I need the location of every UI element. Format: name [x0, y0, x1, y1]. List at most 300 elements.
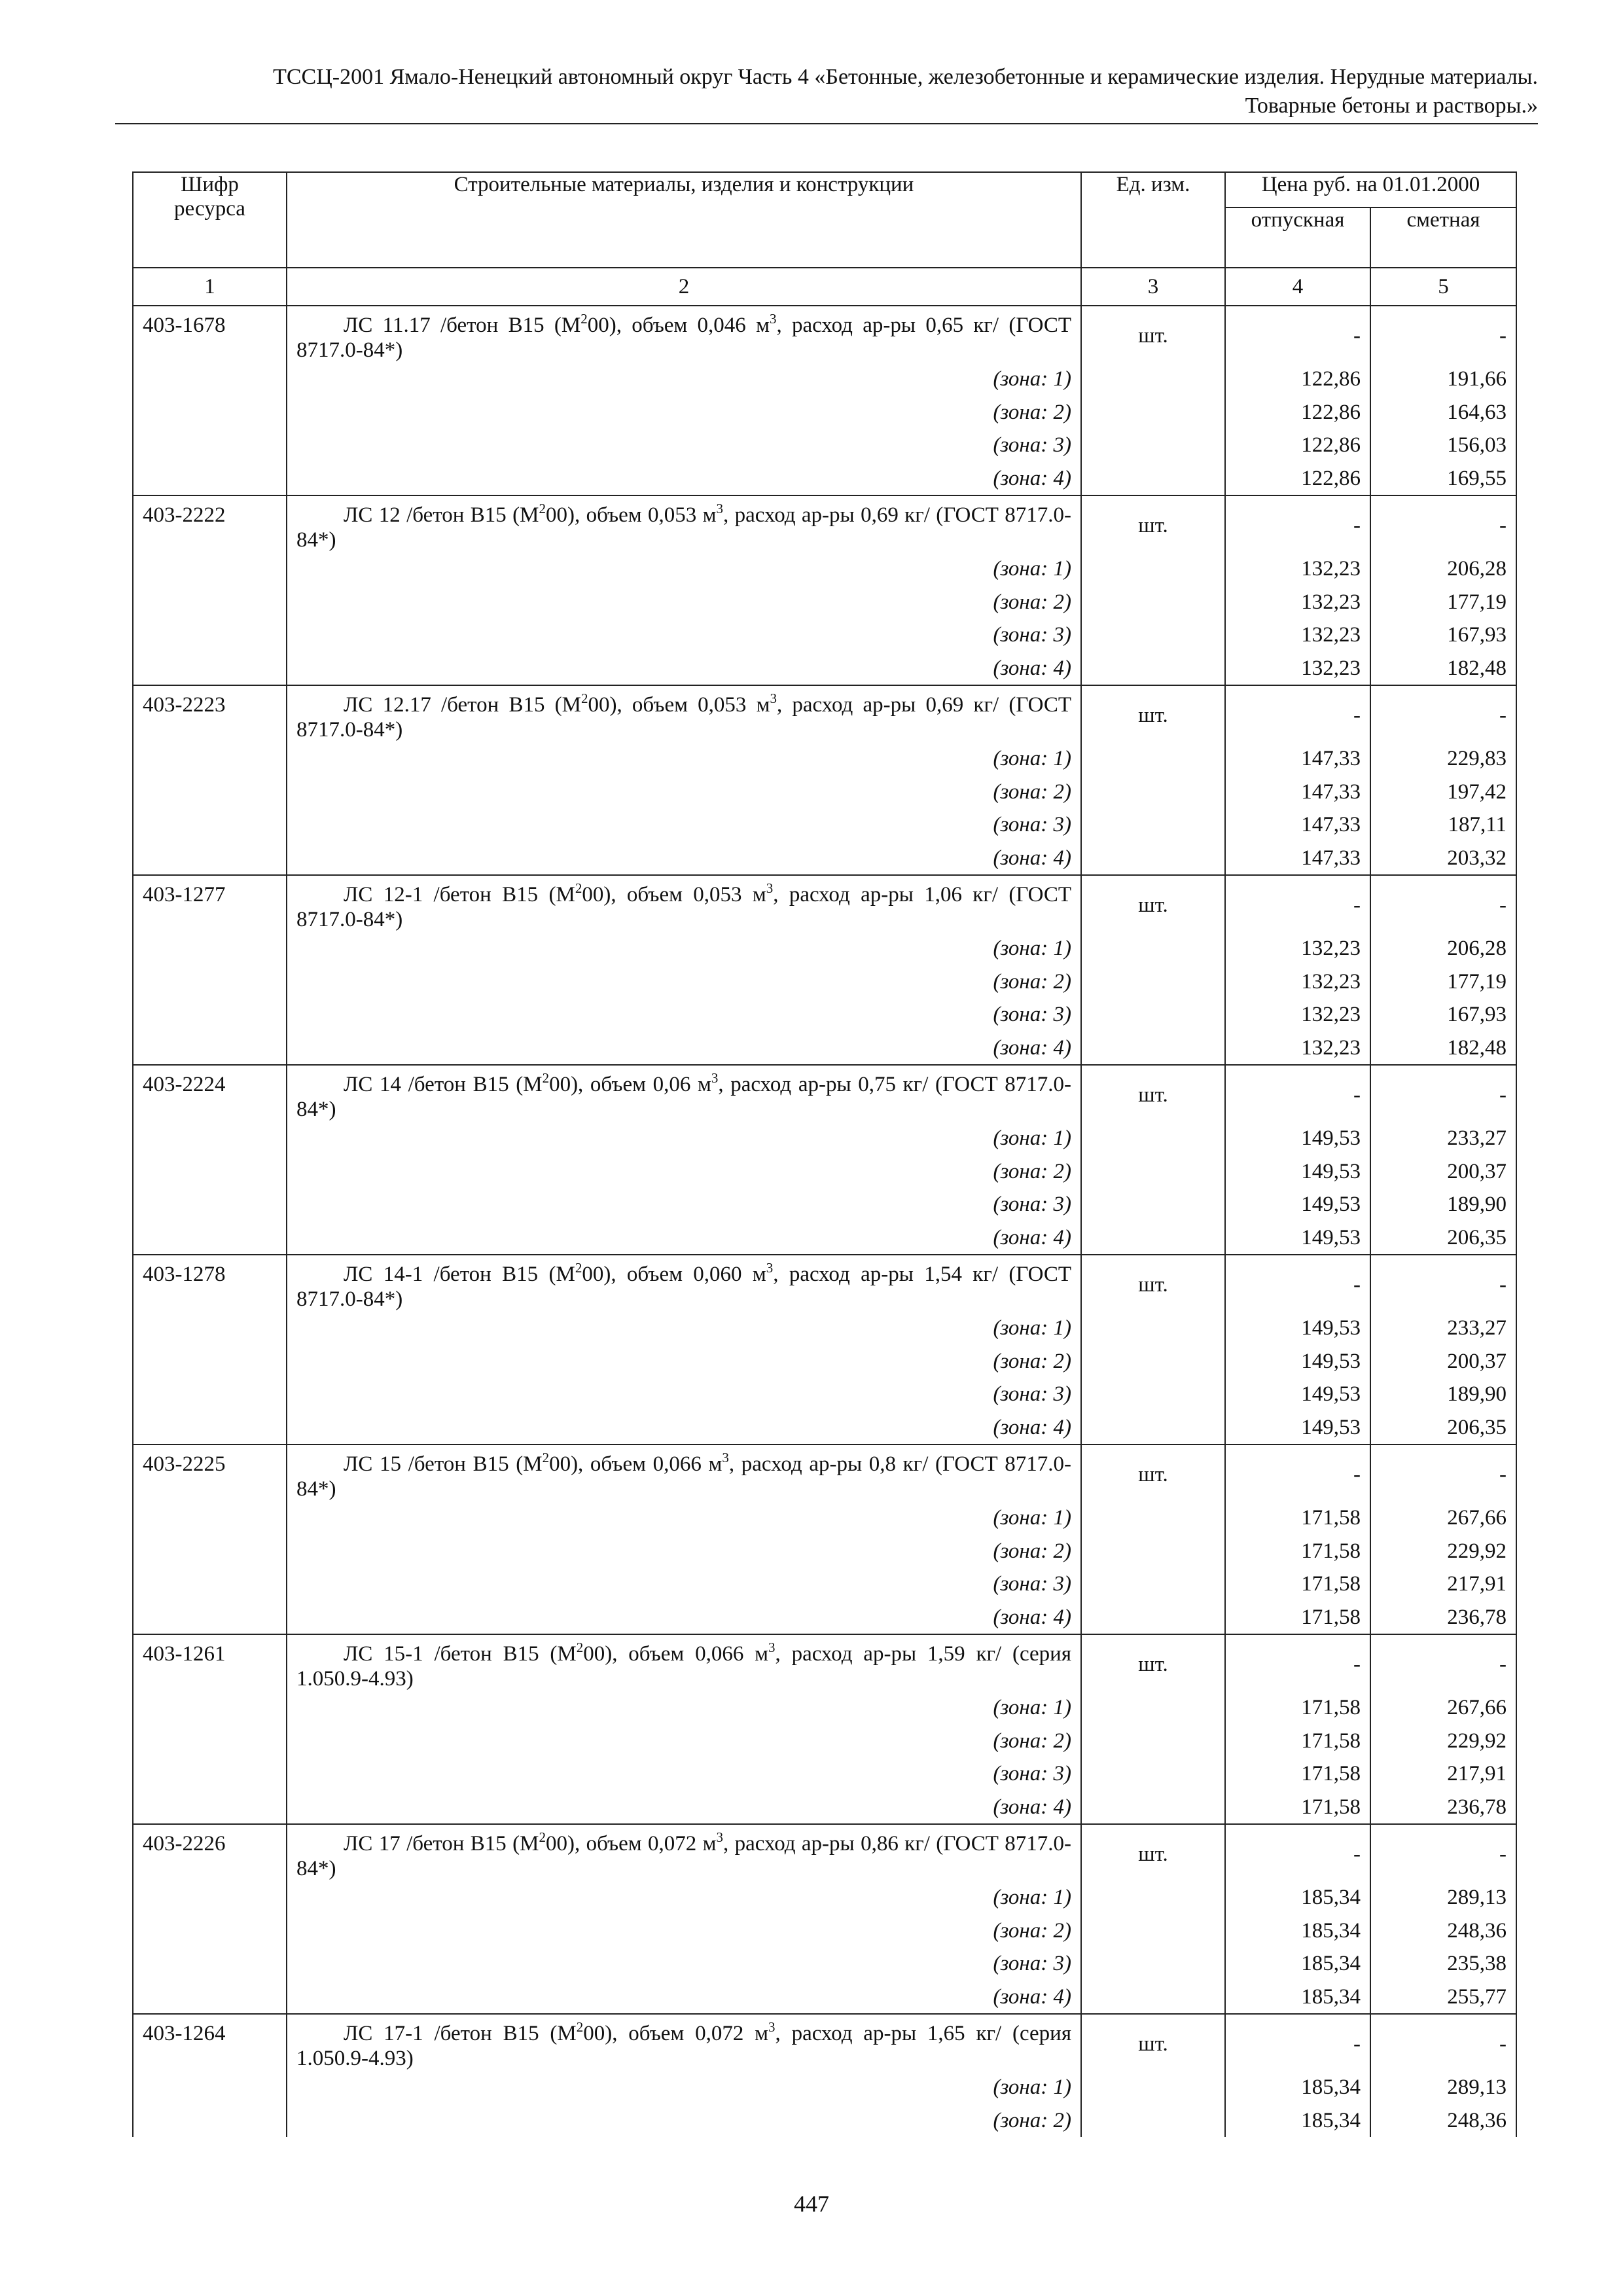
- empty-cell: [1081, 932, 1225, 965]
- empty-cell: [133, 1378, 287, 1411]
- material-name: [287, 2014, 1081, 2071]
- zone-release-price: 149,53: [1225, 1312, 1370, 1345]
- estimate-price: -: [1370, 875, 1516, 932]
- empty-cell: [1081, 586, 1225, 619]
- material-name: [287, 1444, 1081, 1501]
- empty-cell: [1081, 776, 1225, 809]
- zone-release-price: 147,33: [1225, 842, 1370, 876]
- zone-row: [133, 1188, 1516, 1221]
- empty-cell: [1081, 619, 1225, 652]
- zone-release-price: 171,58: [1225, 1568, 1370, 1601]
- zone-estimate-price: 191,66: [1370, 363, 1516, 396]
- release-price: -: [1225, 1444, 1370, 1501]
- empty-cell: [133, 1188, 287, 1221]
- resource-code: 403-2225: [133, 1444, 287, 1501]
- zone-estimate-price: 182,48: [1370, 1031, 1516, 1066]
- estimate-price: -: [1370, 2014, 1516, 2071]
- release-price: -: [1225, 1824, 1370, 1881]
- zone-row: [133, 1155, 1516, 1189]
- zone-release-price: 147,33: [1225, 808, 1370, 842]
- zone-label: (зона: 3): [287, 1188, 1081, 1221]
- release-price: -: [1225, 1634, 1370, 1691]
- zone-release-price: 147,33: [1225, 742, 1370, 776]
- zone-release-price: 132,23: [1225, 965, 1370, 999]
- zone-release-price: 149,53: [1225, 1188, 1370, 1221]
- header-estimate-price: сметная: [1370, 207, 1516, 268]
- empty-cell: [133, 842, 287, 876]
- empty-cell: [1081, 1791, 1225, 1825]
- empty-cell: [133, 2104, 287, 2138]
- zone-row: [133, 776, 1516, 809]
- empty-cell: [1081, 1221, 1225, 1255]
- zone-row: [133, 1031, 1516, 1066]
- zone-row: [133, 1378, 1516, 1411]
- material-name: [287, 1824, 1081, 1881]
- empty-cell: [133, 1155, 287, 1189]
- material-name: [287, 1255, 1081, 1312]
- empty-cell: [133, 1501, 287, 1535]
- zone-estimate-price: 236,78: [1370, 1601, 1516, 1635]
- zone-release-price: 185,34: [1225, 1981, 1370, 2015]
- zone-release-price: 132,23: [1225, 586, 1370, 619]
- zone-label: (зона: 4): [287, 652, 1081, 686]
- zone-row: [133, 1881, 1516, 1914]
- zone-release-price: 171,58: [1225, 1791, 1370, 1825]
- header-line-2: Товарные бетоны и растворы.»: [1245, 94, 1538, 118]
- grade-superscript: 2: [580, 311, 588, 327]
- material-name-part: ЛС 12.17 /бетон В15 (М: [344, 693, 582, 717]
- zone-estimate-price: 189,90: [1370, 1378, 1516, 1411]
- unit-of-measure: шт.: [1081, 1255, 1225, 1312]
- release-price: -: [1225, 2014, 1370, 2071]
- zone-label: (зона: 4): [287, 1601, 1081, 1635]
- empty-cell: [133, 1601, 287, 1635]
- empty-cell: [1081, 652, 1225, 686]
- estimate-price: -: [1370, 1824, 1516, 1881]
- material-name-part: 00), объем 0,060 м: [582, 1263, 766, 1286]
- zone-label: (зона: 3): [287, 998, 1081, 1031]
- resource-code: 403-1277: [133, 875, 287, 932]
- zone-row: [133, 1914, 1516, 1948]
- zone-release-price: 122,86: [1225, 363, 1370, 396]
- zone-estimate-price: 233,27: [1370, 1122, 1516, 1155]
- column-number: 1: [133, 268, 287, 306]
- cube-superscript: 3: [768, 1640, 776, 1655]
- grade-superscript: 2: [575, 880, 582, 896]
- material-name-part: , расход ар-ры 0,69 кг/ (ГОСТ 8717.0-84*): [296, 503, 1072, 552]
- header-release-price: отпускная: [1225, 207, 1370, 268]
- resource-code: 403-2222: [133, 495, 287, 552]
- zone-row: [133, 998, 1516, 1031]
- zone-row: [133, 1791, 1516, 1825]
- zone-row: [133, 1345, 1516, 1378]
- resource-code: 403-1278: [133, 1255, 287, 1312]
- empty-cell: [133, 619, 287, 652]
- zone-row: [133, 586, 1516, 619]
- column-number: 4: [1225, 268, 1370, 306]
- zone-release-price: 149,53: [1225, 1345, 1370, 1378]
- cube-superscript: 3: [769, 311, 777, 327]
- zone-estimate-price: 206,28: [1370, 932, 1516, 965]
- table-row: [133, 1255, 1516, 1312]
- zone-estimate-price: 169,55: [1370, 462, 1516, 496]
- grade-superscript: 2: [581, 691, 588, 706]
- empty-cell: [1081, 1345, 1225, 1378]
- release-price: -: [1225, 1065, 1370, 1122]
- zone-estimate-price: 182,48: [1370, 652, 1516, 686]
- document-header: [115, 63, 1538, 120]
- empty-cell: [133, 1312, 287, 1345]
- estimate-price: -: [1370, 495, 1516, 552]
- zone-label: (зона: 1): [287, 2071, 1081, 2104]
- resource-code: 403-2224: [133, 1065, 287, 1122]
- grade-superscript: 2: [576, 1640, 584, 1655]
- zone-release-price: 149,53: [1225, 1411, 1370, 1445]
- zone-label: (зона: 4): [287, 462, 1081, 496]
- empty-cell: [1081, 1535, 1225, 1568]
- zone-row: [133, 1221, 1516, 1255]
- empty-cell: [133, 1914, 287, 1948]
- empty-cell: [133, 808, 287, 842]
- empty-cell: [1081, 1757, 1225, 1791]
- table-row: [133, 1444, 1516, 1501]
- empty-cell: [1081, 808, 1225, 842]
- cube-superscript: 3: [768, 2019, 776, 2035]
- zone-label: (зона: 2): [287, 776, 1081, 809]
- zone-label: (зона: 2): [287, 396, 1081, 429]
- zone-release-price: 132,23: [1225, 1031, 1370, 1066]
- header-material: Строительные материалы, изделия и конструкции: [287, 172, 1081, 268]
- empty-cell: [1081, 742, 1225, 776]
- empty-cell: [133, 776, 287, 809]
- empty-cell: [133, 1981, 287, 2015]
- material-name-part: 00), объем 0,06 м: [549, 1073, 711, 1096]
- empty-cell: [1081, 1981, 1225, 2015]
- empty-cell: [133, 1122, 287, 1155]
- zone-estimate-price: 267,66: [1370, 1691, 1516, 1725]
- header-rule: [115, 123, 1538, 124]
- empty-cell: [1081, 2104, 1225, 2138]
- zone-label: (зона: 1): [287, 932, 1081, 965]
- release-price: -: [1225, 495, 1370, 552]
- zone-release-price: 185,34: [1225, 2071, 1370, 2104]
- zone-label: (зона: 1): [287, 363, 1081, 396]
- empty-cell: [1081, 842, 1225, 876]
- zone-row: [133, 1411, 1516, 1445]
- material-name-part: ЛС 15-1 /бетон В15 (М: [344, 1642, 577, 1666]
- zone-estimate-price: 197,42: [1370, 776, 1516, 809]
- material-name-part: ЛС 11.17 /бетон В15 (М: [344, 314, 581, 337]
- estimate-price: -: [1370, 685, 1516, 742]
- zone-release-price: 185,34: [1225, 1947, 1370, 1981]
- zone-row: [133, 1691, 1516, 1725]
- resource-code: 403-2226: [133, 1824, 287, 1881]
- zone-release-price: 149,53: [1225, 1378, 1370, 1411]
- zone-row: [133, 742, 1516, 776]
- material-name-part: , расход ар-ры 0,86 кг/ (ГОСТ 8717.0-84*): [296, 1832, 1072, 1880]
- empty-cell: [1081, 1691, 1225, 1725]
- column-number: 5: [1370, 268, 1516, 306]
- zone-label: (зона: 1): [287, 742, 1081, 776]
- unit-of-measure: шт.: [1081, 1824, 1225, 1881]
- unit-of-measure: шт.: [1081, 1634, 1225, 1691]
- zone-label: (зона: 4): [287, 1411, 1081, 1445]
- material-name-part: , расход ар-ры 0,65 кг/ (ГОСТ 8717.0-84*): [296, 314, 1072, 362]
- empty-cell: [133, 742, 287, 776]
- zone-label: (зона: 2): [287, 1914, 1081, 1948]
- zone-release-price: 149,53: [1225, 1122, 1370, 1155]
- unit-of-measure: шт.: [1081, 306, 1225, 363]
- empty-cell: [1081, 1188, 1225, 1221]
- zone-row: [133, 1501, 1516, 1535]
- empty-cell: [133, 1031, 287, 1066]
- zone-row: [133, 1981, 1516, 2015]
- zone-row: [133, 363, 1516, 396]
- material-name-part: 00), объем 0,066 м: [549, 1452, 722, 1476]
- zone-label: (зона: 1): [287, 1312, 1081, 1345]
- zone-label: (зона: 4): [287, 1221, 1081, 1255]
- material-name: [287, 875, 1081, 932]
- cube-superscript: 3: [711, 1070, 719, 1086]
- table-row: [133, 2014, 1516, 2071]
- zone-row: [133, 652, 1516, 686]
- zone-row: [133, 1312, 1516, 1345]
- zone-row: [133, 396, 1516, 429]
- zone-estimate-price: 217,91: [1370, 1568, 1516, 1601]
- unit-of-measure: шт.: [1081, 685, 1225, 742]
- estimate-price: -: [1370, 1634, 1516, 1691]
- zone-estimate-price: 164,63: [1370, 396, 1516, 429]
- material-name: [287, 1065, 1081, 1122]
- header-line-1: ТССЦ-2001 Ямало-Ненецкий автономный округ Часть 4 «Бетонные, железобетонные и керамические изделия. Нерудные материалы.: [273, 65, 1538, 89]
- zone-row: [133, 1122, 1516, 1155]
- zone-estimate-price: 167,93: [1370, 619, 1516, 652]
- material-name-part: 00), объем 0,066 м: [583, 1642, 769, 1666]
- page-number: 447: [794, 2191, 829, 2217]
- unit-of-measure: шт.: [1081, 875, 1225, 932]
- zone-estimate-price: 206,35: [1370, 1221, 1516, 1255]
- zone-row: [133, 2104, 1516, 2138]
- zone-estimate-price: 177,19: [1370, 965, 1516, 999]
- zone-release-price: 122,86: [1225, 462, 1370, 496]
- zone-estimate-price: 229,92: [1370, 1725, 1516, 1758]
- empty-cell: [133, 1691, 287, 1725]
- zone-release-price: 171,58: [1225, 1725, 1370, 1758]
- empty-cell: [133, 2071, 287, 2104]
- estimate-price: -: [1370, 1255, 1516, 1312]
- material-name-part: , расход ар-ры 1,65 кг/ (серия 1.050.9-4.93): [296, 2022, 1072, 2070]
- grade-superscript: 2: [542, 1450, 550, 1465]
- cube-superscript: 3: [766, 1260, 774, 1276]
- zone-label: (зона: 1): [287, 1691, 1081, 1725]
- zone-row: [133, 1725, 1516, 1758]
- empty-cell: [1081, 363, 1225, 396]
- empty-cell: [133, 1411, 287, 1445]
- zone-estimate-price: 187,11: [1370, 808, 1516, 842]
- empty-cell: [133, 965, 287, 999]
- zone-label: (зона: 3): [287, 1568, 1081, 1601]
- material-name: [287, 306, 1081, 363]
- resource-code: 403-1261: [133, 1634, 287, 1691]
- material-name-part: ЛС 12 /бетон В15 (М: [344, 503, 539, 527]
- empty-cell: [1081, 462, 1225, 496]
- zone-estimate-price: 229,92: [1370, 1535, 1516, 1568]
- zone-estimate-price: 206,35: [1370, 1411, 1516, 1445]
- empty-cell: [133, 1947, 287, 1981]
- empty-cell: [133, 1881, 287, 1914]
- table-row: [133, 495, 1516, 552]
- empty-cell: [1081, 552, 1225, 586]
- zone-row: [133, 932, 1516, 965]
- empty-cell: [1081, 1501, 1225, 1535]
- table-body: [133, 306, 1516, 2137]
- zone-estimate-price: 206,28: [1370, 552, 1516, 586]
- zone-label: (зона: 1): [287, 1881, 1081, 1914]
- empty-cell: [1081, 1947, 1225, 1981]
- release-price: -: [1225, 685, 1370, 742]
- zone-release-price: 132,23: [1225, 552, 1370, 586]
- zone-label: (зона: 1): [287, 1122, 1081, 1155]
- zone-row: [133, 842, 1516, 876]
- empty-cell: [1081, 1155, 1225, 1189]
- zone-release-price: 132,23: [1225, 998, 1370, 1031]
- zone-release-price: 171,58: [1225, 1535, 1370, 1568]
- zone-release-price: 185,34: [1225, 1914, 1370, 1948]
- release-price: -: [1225, 306, 1370, 363]
- table-row: [133, 1824, 1516, 1881]
- zone-estimate-price: 235,38: [1370, 1947, 1516, 1981]
- material-name-part: 00), объем 0,072 м: [583, 2022, 769, 2045]
- empty-cell: [133, 1535, 287, 1568]
- cube-superscript: 3: [766, 880, 774, 896]
- unit-of-measure: шт.: [1081, 1444, 1225, 1501]
- zone-row: [133, 1947, 1516, 1981]
- empty-cell: [1081, 1378, 1225, 1411]
- zone-row: [133, 429, 1516, 462]
- table-row: [133, 1065, 1516, 1122]
- empty-cell: [133, 552, 287, 586]
- zone-label: (зона: 3): [287, 619, 1081, 652]
- zone-release-price: 171,58: [1225, 1601, 1370, 1635]
- zone-row: [133, 619, 1516, 652]
- empty-cell: [133, 1791, 287, 1825]
- resource-code: 403-1264: [133, 2014, 287, 2071]
- unit-of-measure: шт.: [1081, 495, 1225, 552]
- zone-estimate-price: 177,19: [1370, 586, 1516, 619]
- zone-label: (зона: 4): [287, 1981, 1081, 2015]
- grade-superscript: 2: [539, 1829, 546, 1845]
- zone-estimate-price: 289,13: [1370, 2071, 1516, 2104]
- estimate-price: -: [1370, 306, 1516, 363]
- zone-row: [133, 462, 1516, 496]
- zone-label: (зона: 2): [287, 1725, 1081, 1758]
- zone-release-price: 122,86: [1225, 396, 1370, 429]
- header-code: Шифр ресурса: [133, 172, 287, 268]
- price-table: [132, 171, 1517, 2137]
- zone-estimate-price: 217,91: [1370, 1757, 1516, 1791]
- zone-label: (зона: 4): [287, 842, 1081, 876]
- zone-label: (зона: 2): [287, 1345, 1081, 1378]
- zone-label: (зона: 2): [287, 2104, 1081, 2138]
- empty-cell: [1081, 429, 1225, 462]
- zone-label: (зона: 1): [287, 1501, 1081, 1535]
- zone-estimate-price: 248,36: [1370, 1914, 1516, 1948]
- table-row: [133, 685, 1516, 742]
- cube-superscript: 3: [770, 691, 777, 706]
- material-name: [287, 1634, 1081, 1691]
- zone-estimate-price: 236,78: [1370, 1791, 1516, 1825]
- column-number: 3: [1081, 268, 1225, 306]
- zone-row: [133, 808, 1516, 842]
- zone-estimate-price: 233,27: [1370, 1312, 1516, 1345]
- material-name-part: ЛС 12-1 /бетон В15 (М: [344, 883, 575, 906]
- cube-superscript: 3: [722, 1450, 729, 1465]
- material-name-part: ЛС 17-1 /бетон В15 (М: [344, 2022, 577, 2045]
- zone-release-price: 132,23: [1225, 932, 1370, 965]
- release-price: -: [1225, 1255, 1370, 1312]
- empty-cell: [1081, 1031, 1225, 1066]
- zone-label: (зона: 2): [287, 1535, 1081, 1568]
- zone-row: [133, 1535, 1516, 1568]
- material-name-part: ЛС 14 /бетон В15 (М: [344, 1073, 543, 1096]
- grade-superscript: 2: [542, 1070, 550, 1086]
- zone-label: (зона: 2): [287, 586, 1081, 619]
- material-name-part: 00), объем 0,053 м: [582, 883, 766, 906]
- zone-row: [133, 1568, 1516, 1601]
- estimate-price: -: [1370, 1065, 1516, 1122]
- material-name-part: , расход ар-ры 1,54 кг/ (ГОСТ 8717.0-84*): [296, 1263, 1071, 1311]
- resource-code: 403-1678: [133, 306, 287, 363]
- material-name: [287, 685, 1081, 742]
- empty-cell: [133, 998, 287, 1031]
- release-price: -: [1225, 875, 1370, 932]
- zone-row: [133, 1601, 1516, 1635]
- empty-cell: [1081, 1601, 1225, 1635]
- zone-label: (зона: 3): [287, 1378, 1081, 1411]
- zone-release-price: 185,34: [1225, 1881, 1370, 1914]
- empty-cell: [133, 396, 287, 429]
- cube-superscript: 3: [716, 1829, 723, 1845]
- zone-row: [133, 2071, 1516, 2104]
- zone-estimate-price: 229,83: [1370, 742, 1516, 776]
- empty-cell: [1081, 1411, 1225, 1445]
- zone-estimate-price: 255,77: [1370, 1981, 1516, 2015]
- zone-label: (зона: 2): [287, 965, 1081, 999]
- material-name-part: ЛС 15 /бетон В15 (М: [344, 1452, 543, 1476]
- zone-label: (зона: 3): [287, 429, 1081, 462]
- material-name-part: 00), объем 0,072 м: [545, 1832, 717, 1856]
- material-name-part: , расход ар-ры 1,06 кг/ (ГОСТ 8717.0-84*): [296, 883, 1071, 931]
- zone-release-price: 171,58: [1225, 1501, 1370, 1535]
- zone-estimate-price: 200,37: [1370, 1155, 1516, 1189]
- column-number: 2: [287, 268, 1081, 306]
- zone-estimate-price: 189,90: [1370, 1188, 1516, 1221]
- empty-cell: [133, 586, 287, 619]
- zone-release-price: 185,34: [1225, 2104, 1370, 2138]
- zone-row: [133, 1757, 1516, 1791]
- zone-release-price: 132,23: [1225, 619, 1370, 652]
- zone-label: (зона: 3): [287, 1947, 1081, 1981]
- empty-cell: [133, 1221, 287, 1255]
- empty-cell: [133, 932, 287, 965]
- material-name-part: , расход ар-ры 0,69 кг/ (ГОСТ 8717.0-84*): [296, 693, 1071, 742]
- zone-release-price: 171,58: [1225, 1757, 1370, 1791]
- empty-cell: [1081, 965, 1225, 999]
- zone-estimate-price: 167,93: [1370, 998, 1516, 1031]
- zone-label: (зона: 4): [287, 1791, 1081, 1825]
- grade-superscript: 2: [539, 501, 546, 516]
- empty-cell: [1081, 1725, 1225, 1758]
